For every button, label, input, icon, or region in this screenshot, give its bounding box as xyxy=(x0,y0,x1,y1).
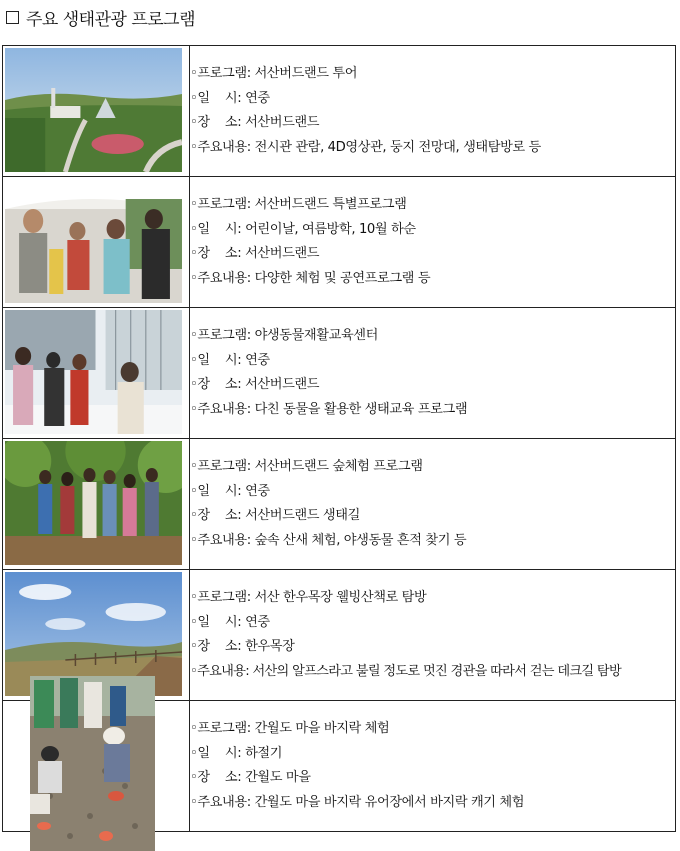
content-label: ◦주요내용: xyxy=(190,139,255,155)
program-place-line xyxy=(190,635,675,660)
program-date: 하절기 xyxy=(245,745,283,761)
program-details xyxy=(190,46,676,177)
program-details xyxy=(190,308,676,439)
program-place-line xyxy=(190,373,675,398)
program-date: 연중 xyxy=(245,352,270,368)
program-name-line xyxy=(190,717,675,742)
program-name: 서산 한우목장 웰빙산책로 탐방 xyxy=(254,590,427,605)
place-label: ◦장 소: xyxy=(190,508,246,523)
program-content-line xyxy=(190,660,675,685)
place-label: ◦장 소: xyxy=(190,639,246,654)
date-label: ◦일 시: xyxy=(190,221,246,237)
program-name: 서산버드랜드 숲체험 프로그램 xyxy=(254,459,423,474)
program-place-line xyxy=(190,766,675,791)
photo-cell xyxy=(3,308,190,439)
place-label: ◦장 소: xyxy=(190,246,246,261)
date-label: ◦일 시: xyxy=(190,483,246,499)
photo-cell xyxy=(3,46,190,177)
program-row xyxy=(3,308,676,439)
program-name-line xyxy=(190,586,675,611)
program-content: 숲속 산새 체험, 야생동물 흔적 찾기 등 xyxy=(254,532,467,548)
checkbox-icon xyxy=(6,11,19,24)
program-content: 다친 동물을 활용한 생태교육 프로그램 xyxy=(254,401,468,417)
program-date-line xyxy=(190,349,675,374)
content-label: ◦주요내용: xyxy=(190,663,253,679)
program-row xyxy=(3,46,676,177)
program-content: 서산의 알프스라고 불릴 정도로 멋진 경관을 따라서 걷는 데크길 탐방 xyxy=(252,663,622,679)
program-content-line xyxy=(190,398,675,423)
program-place: 서산버드랜드 xyxy=(245,115,320,130)
program-content-line xyxy=(190,267,675,292)
program-date-line xyxy=(190,218,675,243)
heading-text: 주요 생태관광 프로그램 xyxy=(26,9,196,30)
program-content-line xyxy=(190,791,675,816)
place-label: ◦장 소: xyxy=(190,115,246,130)
place-label: ◦장 소: xyxy=(190,377,246,392)
program-place: 서산버드랜드 xyxy=(245,377,320,392)
program-date: 연중 xyxy=(245,90,270,106)
program-details xyxy=(190,570,676,701)
program-date-line xyxy=(190,480,675,505)
program-place-line xyxy=(190,504,675,529)
program-name: 서산버드랜드 투어 xyxy=(254,66,358,81)
program-name-line xyxy=(190,455,675,480)
program-place: 간월도 마을 xyxy=(245,770,311,785)
aerial-park-photo xyxy=(5,48,182,172)
program-place-line xyxy=(190,111,675,136)
program-details xyxy=(190,439,676,570)
date-label: ◦일 시: xyxy=(190,614,246,630)
program-label: ◦프로그램: xyxy=(190,197,255,212)
program-date-line xyxy=(190,87,675,112)
photo-cell xyxy=(3,439,190,570)
program-row xyxy=(3,439,676,570)
winter-aviary-photo xyxy=(5,310,182,434)
program-date-line xyxy=(190,742,675,767)
program-name-line xyxy=(190,62,675,87)
program-details xyxy=(190,177,676,308)
content-label: ◦주요내용: xyxy=(190,270,255,286)
place-label: ◦장 소: xyxy=(190,770,246,785)
program-label: ◦프로그램: xyxy=(190,66,255,81)
program-name: 야생동물재활교육센터 xyxy=(254,328,378,343)
program-place-line xyxy=(190,242,675,267)
content-label: ◦주요내용: xyxy=(190,532,255,548)
program-name: 간월도 마을 바지락 체험 xyxy=(254,721,390,736)
program-date: 어린이날, 여름방학, 10월 하순 xyxy=(245,221,416,237)
date-label: ◦일 시: xyxy=(190,352,246,368)
program-content-line xyxy=(190,136,675,161)
date-label: ◦일 시: xyxy=(190,90,246,106)
program-label: ◦프로그램: xyxy=(190,459,255,474)
event-tent-photo xyxy=(5,179,182,303)
photo-cell xyxy=(3,177,190,308)
date-label: ◦일 시: xyxy=(190,745,246,761)
program-content: 다양한 체험 및 공연프로그램 등 xyxy=(254,270,431,286)
program-content-line xyxy=(190,529,675,554)
program-place: 한우목장 xyxy=(245,639,295,654)
program-content: 전시관 관람, 4D영상관, 둥지 전망대, 생태탐방로 등 xyxy=(254,139,541,155)
clam-digging-photo xyxy=(30,676,155,851)
program-name-line xyxy=(190,324,675,349)
content-label: ◦주요내용: xyxy=(190,401,255,417)
program-label: ◦프로그램: xyxy=(190,590,255,605)
program-label: ◦프로그램: xyxy=(190,328,255,343)
program-date: 연중 xyxy=(245,614,270,630)
program-label: ◦프로그램: xyxy=(190,721,255,736)
content-label: ◦주요내용: xyxy=(190,794,255,810)
program-date: 연중 xyxy=(245,483,270,499)
program-name: 서산버드랜드 특별프로그램 xyxy=(254,197,407,212)
forest-group-photo xyxy=(5,441,182,565)
program-name-line xyxy=(190,193,675,218)
section-heading xyxy=(6,5,195,29)
program-place: 서산버드랜드 xyxy=(245,246,320,261)
program-details xyxy=(190,701,676,832)
program-row xyxy=(3,177,676,308)
program-content: 간월도 마을 바지락 유어장에서 바지락 캐기 체험 xyxy=(254,794,525,810)
program-date-line xyxy=(190,611,675,636)
program-place: 서산버드랜드 생태길 xyxy=(245,508,360,523)
